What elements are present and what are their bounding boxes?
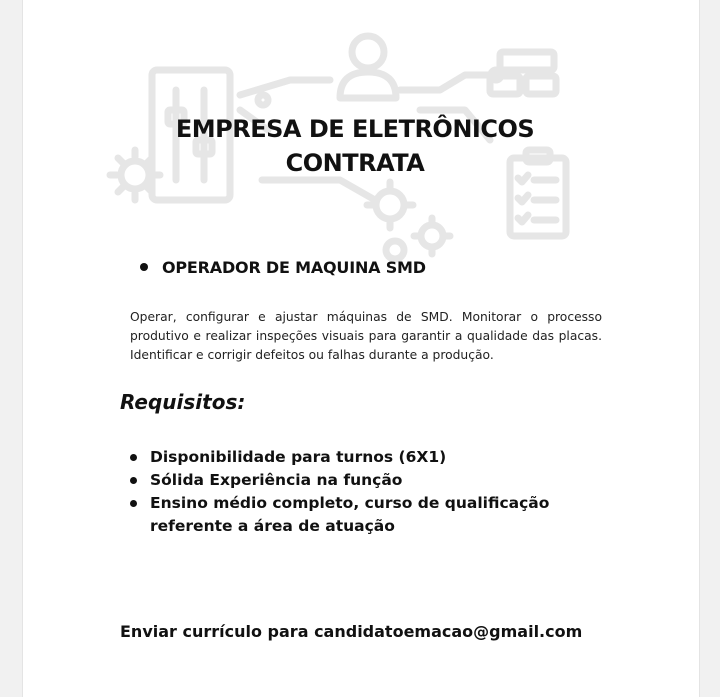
requirement-text: Sólida Experiência na função (150, 471, 403, 489)
page-title (120, 112, 590, 180)
user-icon (340, 36, 396, 98)
requirement-text: Disponibilidade para turnos (6X1) (150, 448, 447, 466)
contact-instruction: Enviar currículo para candidatoemacao@gmail.com (120, 622, 583, 641)
job-position-label: OPERADOR DE MAQUINA SMD (162, 258, 426, 277)
list-item (130, 469, 610, 492)
requirements-heading: Requisitos: (120, 390, 246, 414)
bullet-icon (130, 477, 137, 484)
gear-icon (367, 182, 450, 259)
requirements-list (130, 446, 610, 538)
job-position (140, 258, 426, 277)
bullet-icon (140, 263, 148, 271)
requirement-text: Ensino médio completo, curso de qualificação referente a área de atuação (150, 494, 550, 535)
title-line-1: EMPRESA DE ELETRÔNICOS (175, 115, 535, 143)
list-item (130, 492, 610, 538)
bullet-icon (130, 454, 137, 461)
list-item (130, 446, 610, 469)
job-description: Operar, configurar e ajustar máquinas de SMD. Monitorar o processo produtivo e realizar inspeções visuais para garantir a qualidade das placas. Identificar e corrigir defeitos ou falhas durante a produção. (130, 310, 602, 362)
bullet-icon (130, 500, 137, 507)
title-line-2: CONTRATA (285, 149, 425, 177)
brick-wall-icon (490, 52, 556, 94)
